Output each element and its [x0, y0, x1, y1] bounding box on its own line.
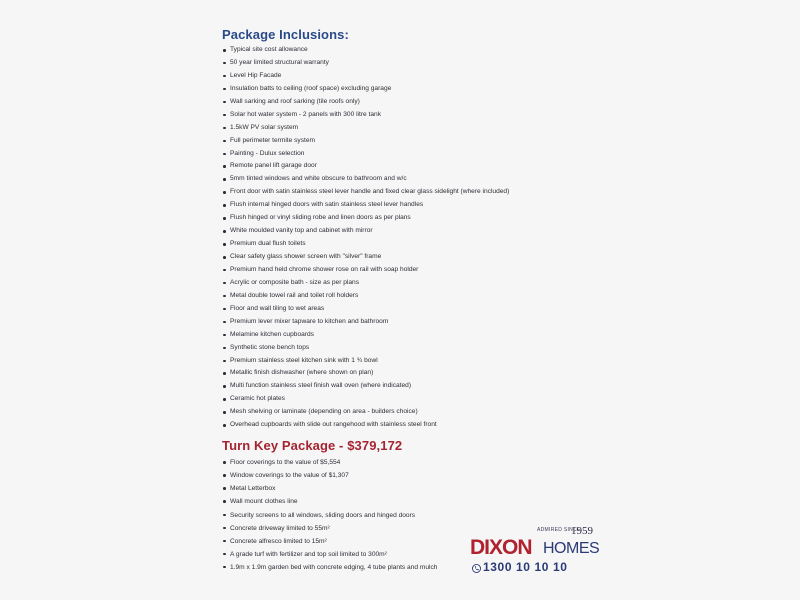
- inclusion-item: Mesh shelving or laminate (depending on area - builders choice): [222, 406, 722, 419]
- logo-brand-dixon: DIXON: [470, 536, 532, 559]
- inclusion-item: Clear safety glass shower screen with "silver" frame: [222, 251, 722, 264]
- inclusion-item: Flush hinged or vinyl sliding robe and linen doors as per plans: [222, 212, 722, 225]
- inclusion-item: Floor and wall tiling to wet areas: [222, 303, 722, 316]
- inclusion-item: Synthetic stone bench tops: [222, 342, 722, 355]
- package-inclusions-heading: Package Inclusions:: [222, 27, 349, 42]
- inclusion-item: Painting - Dulux selection: [222, 148, 722, 161]
- inclusion-item: Typical site cost allowance: [222, 44, 722, 57]
- inclusion-item: Level Hip Facade: [222, 70, 722, 83]
- package-content: [222, 27, 722, 574]
- inclusion-item: Insulation batts to ceiling (roof space) excluding garage: [222, 83, 722, 96]
- logo-phone-number: 1300 10 10 10: [483, 560, 568, 574]
- logo-year: 1959: [571, 525, 593, 537]
- inclusion-item: Premium stainless steel kitchen sink with 1 ¾ bowl: [222, 355, 722, 368]
- turn-key-item: Window coverings to the value of $1,307: [222, 469, 722, 482]
- dixon-homes-logo: [470, 527, 640, 587]
- inclusion-item: Multi function stainless steel finish wall oven (where indicated): [222, 380, 722, 393]
- inclusion-item: Front door with satin stainless steel lever handle and fixed clear glass sidelight (where included): [222, 186, 722, 199]
- turn-key-item: Security screens to all windows, sliding doors and hinged doors: [222, 509, 722, 522]
- turn-key-item: Wall mount clothes line: [222, 495, 722, 508]
- inclusion-item: Premium dual flush toilets: [222, 238, 722, 251]
- inclusion-item: Acrylic or composite bath - size as per plans: [222, 277, 722, 290]
- turn-key-item: A grade turf with fertilizer and top soil limited to 300m²: [222, 548, 722, 561]
- inclusion-item: Metal double towel rail and toilet roll holders: [222, 290, 722, 303]
- inclusion-item: 1.5kW PV solar system: [222, 122, 722, 135]
- turn-key-package-heading: Turn Key Package - $379,172: [222, 438, 403, 454]
- phone-icon: [472, 564, 481, 573]
- inclusion-item: Premium lever mixer tapware to kitchen and bathroom: [222, 316, 722, 329]
- inclusion-item: Premium hand held chrome shower rose on rail with soap holder: [222, 264, 722, 277]
- turn-key-item: Concrete driveway limited to 55m²: [222, 522, 722, 535]
- inclusion-item: 5mm tinted windows and white obscure to bathroom and w/c: [222, 173, 722, 186]
- inclusion-item: Remote panel lift garage door: [222, 160, 722, 173]
- turn-key-item: Concrete alfresco limited to 15m²: [222, 535, 722, 548]
- inclusion-item: 50 year limited structural warranty: [222, 57, 722, 70]
- inclusion-item: Wall sarking and roof sarking (tile roofs only): [222, 96, 722, 109]
- inclusion-item: Flush internal hinged doors with satin stainless steel lever handles: [222, 199, 722, 212]
- inclusion-item: Ceramic hot plates: [222, 393, 722, 406]
- turn-key-item: Floor coverings to the value of $5,554: [222, 456, 722, 469]
- package-inclusions-list: [222, 44, 722, 432]
- logo-since-text: ADMIRED SINCE: [537, 527, 581, 533]
- inclusion-item: Overhead cupboards with slide out rangehood with stainless steel front: [222, 419, 722, 432]
- inclusion-item: Melamine kitchen cupboards: [222, 329, 722, 342]
- inclusion-item: Solar hot water system - 2 panels with 300 litre tank: [222, 109, 722, 122]
- logo-brand-homes: HOMES: [543, 540, 600, 557]
- inclusion-item: Full perimeter termite system: [222, 135, 722, 148]
- inclusion-item: White moulded vanity top and cabinet with mirror: [222, 225, 722, 238]
- inclusion-item: Metallic finish dishwasher (where shown on plan): [222, 367, 722, 380]
- turn-key-item: Metal Letterbox: [222, 482, 722, 495]
- turn-key-item: 1.9m x 1.9m garden bed with concrete edging, 4 tube plants and mulch: [222, 561, 722, 574]
